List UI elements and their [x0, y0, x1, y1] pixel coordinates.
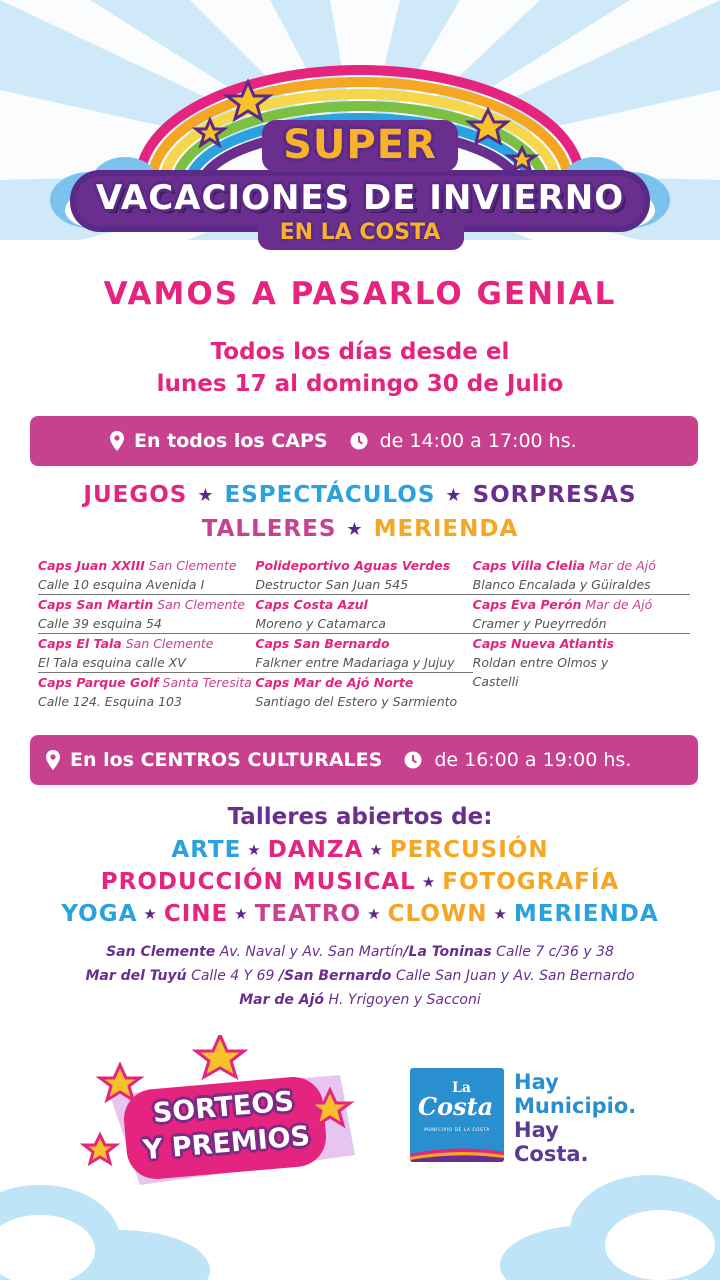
caps-city: Santa Teresita	[162, 675, 252, 690]
caps-name: Caps San Martin	[38, 597, 154, 612]
caps-name: Caps Costa Azul	[255, 597, 368, 612]
dates-line-1: Todos los días desde el	[210, 339, 510, 365]
clock-icon	[350, 432, 368, 450]
workshop-percusion: PERCUSIÓN	[389, 837, 549, 863]
star-icon: ★	[143, 905, 158, 923]
caps-name: Caps Nueva Atlantis	[472, 636, 615, 651]
list-item	[255, 556, 472, 595]
place-address: Calle 7 c/36 y 38	[496, 944, 614, 960]
logo-subtitle: MUNICIPIO DE LA COSTA	[424, 1128, 490, 1133]
star-icon: ★	[421, 873, 437, 891]
workshops-list	[0, 834, 720, 930]
caps-name: Caps Juan XXIII	[38, 558, 145, 573]
activities-row-2	[0, 512, 720, 546]
list-item	[473, 634, 690, 691]
workshop-arte: ARTE	[171, 837, 242, 863]
place-city: Mar de Ajó	[239, 992, 325, 1008]
caps-address: Calle 39 esquina 54	[38, 616, 162, 631]
workshop-produccion-musical: PRODUCCIÓN MUSICAL	[100, 869, 416, 895]
caps-name: Caps San Bernardo	[255, 636, 390, 651]
place-city: Mar del Tuyú	[85, 968, 187, 984]
list-item	[38, 634, 255, 673]
en-la-costa-subtitle: EN LA COSTA	[279, 220, 441, 245]
activity-espectaculos: ESPECTÁCULOS	[224, 482, 436, 508]
caps-name: Polideportivo Aguas Verdes	[255, 558, 451, 573]
super-title: SUPER	[283, 122, 437, 168]
list-item	[473, 595, 690, 634]
activities-list	[0, 478, 720, 546]
activity-sorpresas: SORPRESAS	[472, 482, 637, 508]
list-item	[255, 634, 472, 673]
place-city: La Toninas	[408, 944, 492, 960]
caps-address: Calle 10 esquina Avenida I	[38, 577, 205, 592]
headline: VAMOS A PASARLO GENIAL	[103, 276, 617, 312]
star-icon: ★	[247, 841, 262, 859]
caps-address: Roldan entre Olmos y Castelli	[472, 655, 609, 689]
caps-city: San Clemente	[148, 558, 237, 573]
slogan	[514, 1070, 636, 1166]
slogan-line-4: Costa.	[514, 1142, 589, 1166]
place-address: Av. Naval y Av. San Martín	[219, 944, 404, 960]
star-icon: ★	[367, 905, 382, 923]
place-city: San Clemente	[106, 944, 216, 960]
sorteos-line-2: Y PREMIOS	[141, 1120, 312, 1167]
places-line-2: Mar del Tuyú Calle 4 Y 69 /San Bernardo Calle San Juan y Av. San Bernardo	[85, 968, 635, 984]
list-item	[38, 556, 255, 595]
place-address: H. Yrigoyen y Sacconi	[328, 992, 481, 1008]
star-icon: ★	[493, 905, 508, 923]
cultural-centers-locations	[0, 940, 720, 1012]
caps-column-2	[255, 556, 472, 711]
slogan-line-2: Municipio.	[514, 1094, 637, 1118]
star-icon: ★	[369, 841, 384, 859]
place-city: San Bernardo	[284, 968, 392, 984]
logo-la-text: La	[452, 1080, 471, 1096]
activity-merienda: MERIENDA	[373, 516, 519, 542]
caps-address: Destructor San Juan 545	[255, 577, 409, 592]
list-item	[255, 595, 472, 634]
talleres-title: Talleres abiertos de:	[227, 804, 493, 830]
workshop-cine: CINE	[163, 901, 229, 927]
caps-column-1	[38, 556, 255, 711]
workshop-clown: CLOWN	[387, 901, 488, 927]
sorteos-line-1: SORTEOS	[151, 1085, 296, 1130]
caps-city: San Clemente	[125, 636, 214, 651]
caps-city: Mar de Ajó	[585, 597, 653, 612]
workshop-fotografia: FOTOGRAFÍA	[442, 869, 620, 895]
location-pin-icon	[110, 431, 124, 451]
places-line-1: San Clemente Av. Naval y Av. San Martín/La Toninas Calle 7 c/36 y 38	[106, 944, 614, 960]
slogan-line-3: Hay	[514, 1118, 559, 1142]
centros-schedule-bar	[30, 735, 698, 785]
workshop-danza: DANZA	[267, 837, 364, 863]
workshops-row-3	[0, 898, 720, 930]
caps-address: Falkner entre Madariaga y Jujuy	[255, 655, 455, 670]
workshop-yoga: YOGA	[61, 901, 138, 927]
logo-costa-text: Costa	[418, 1092, 494, 1121]
caps-place-label: En todos los CAPS	[134, 430, 328, 452]
location-pin-icon	[46, 750, 60, 770]
list-item	[38, 595, 255, 634]
place-address: Calle 4 Y 69	[191, 968, 275, 984]
caps-name: Caps Villa Clelia	[472, 558, 586, 573]
centros-hours-label: de 16:00 a 19:00 hs.	[434, 749, 632, 771]
caps-city: San Clemente	[157, 597, 245, 612]
star-icon: ★	[445, 484, 463, 506]
caps-name: Caps Eva Perón	[472, 597, 582, 612]
caps-name: Caps Parque Golf	[38, 675, 159, 690]
caps-address: Blanco Encalada y Güiraldes	[472, 577, 651, 592]
activities-row-1	[0, 478, 720, 512]
workshops-row-2	[0, 866, 720, 898]
vacaciones-title: VACACIONES DE INVIERNO	[95, 178, 625, 218]
caps-city: Mar de Ajó	[589, 558, 656, 573]
caps-name: Caps Mar de Ajó Norte	[255, 675, 414, 690]
dates-line-2: lunes 17 al domingo 30 de Julio	[156, 371, 564, 397]
workshop-merienda: MERIENDA	[513, 901, 659, 927]
event-logo	[0, 60, 720, 260]
centros-place-label: En los CENTROS CULTURALES	[70, 749, 383, 771]
caps-address: Calle 124. Esquina 103	[38, 694, 182, 709]
caps-name: Caps El Tala	[38, 636, 122, 651]
star-icon: ★	[346, 518, 364, 540]
star-icon: ★	[234, 905, 249, 923]
list-item	[255, 673, 472, 711]
clock-icon	[404, 751, 422, 769]
caps-schedule-bar	[30, 416, 698, 466]
la-costa-logo	[410, 1068, 504, 1162]
list-item	[473, 556, 690, 595]
list-item	[38, 673, 255, 711]
dates-text	[0, 336, 720, 400]
caps-address: Cramer y Pueyrredón	[472, 616, 607, 631]
caps-hours-label: de 14:00 a 17:00 hs.	[379, 430, 577, 452]
workshop-teatro: TEATRO	[254, 901, 362, 927]
logo-rainbow-stripe	[410, 1142, 504, 1162]
slogan-line-1: Hay	[514, 1070, 559, 1094]
activity-juegos: JUEGOS	[83, 482, 188, 508]
caps-column-3	[473, 556, 690, 711]
place-address: Calle San Juan y Av. San Bernardo	[395, 968, 635, 984]
caps-locations	[38, 556, 690, 711]
caps-address: El Tala esquina calle XV	[38, 655, 186, 670]
places-line-3	[0, 988, 720, 1012]
caps-address: Moreno y Catamarca	[255, 616, 386, 631]
workshops-row-1	[0, 834, 720, 866]
caps-address: Santiago del Estero y Sarmiento	[255, 694, 458, 709]
star-icon: ★	[197, 484, 215, 506]
activity-talleres: TALLERES	[201, 516, 337, 542]
